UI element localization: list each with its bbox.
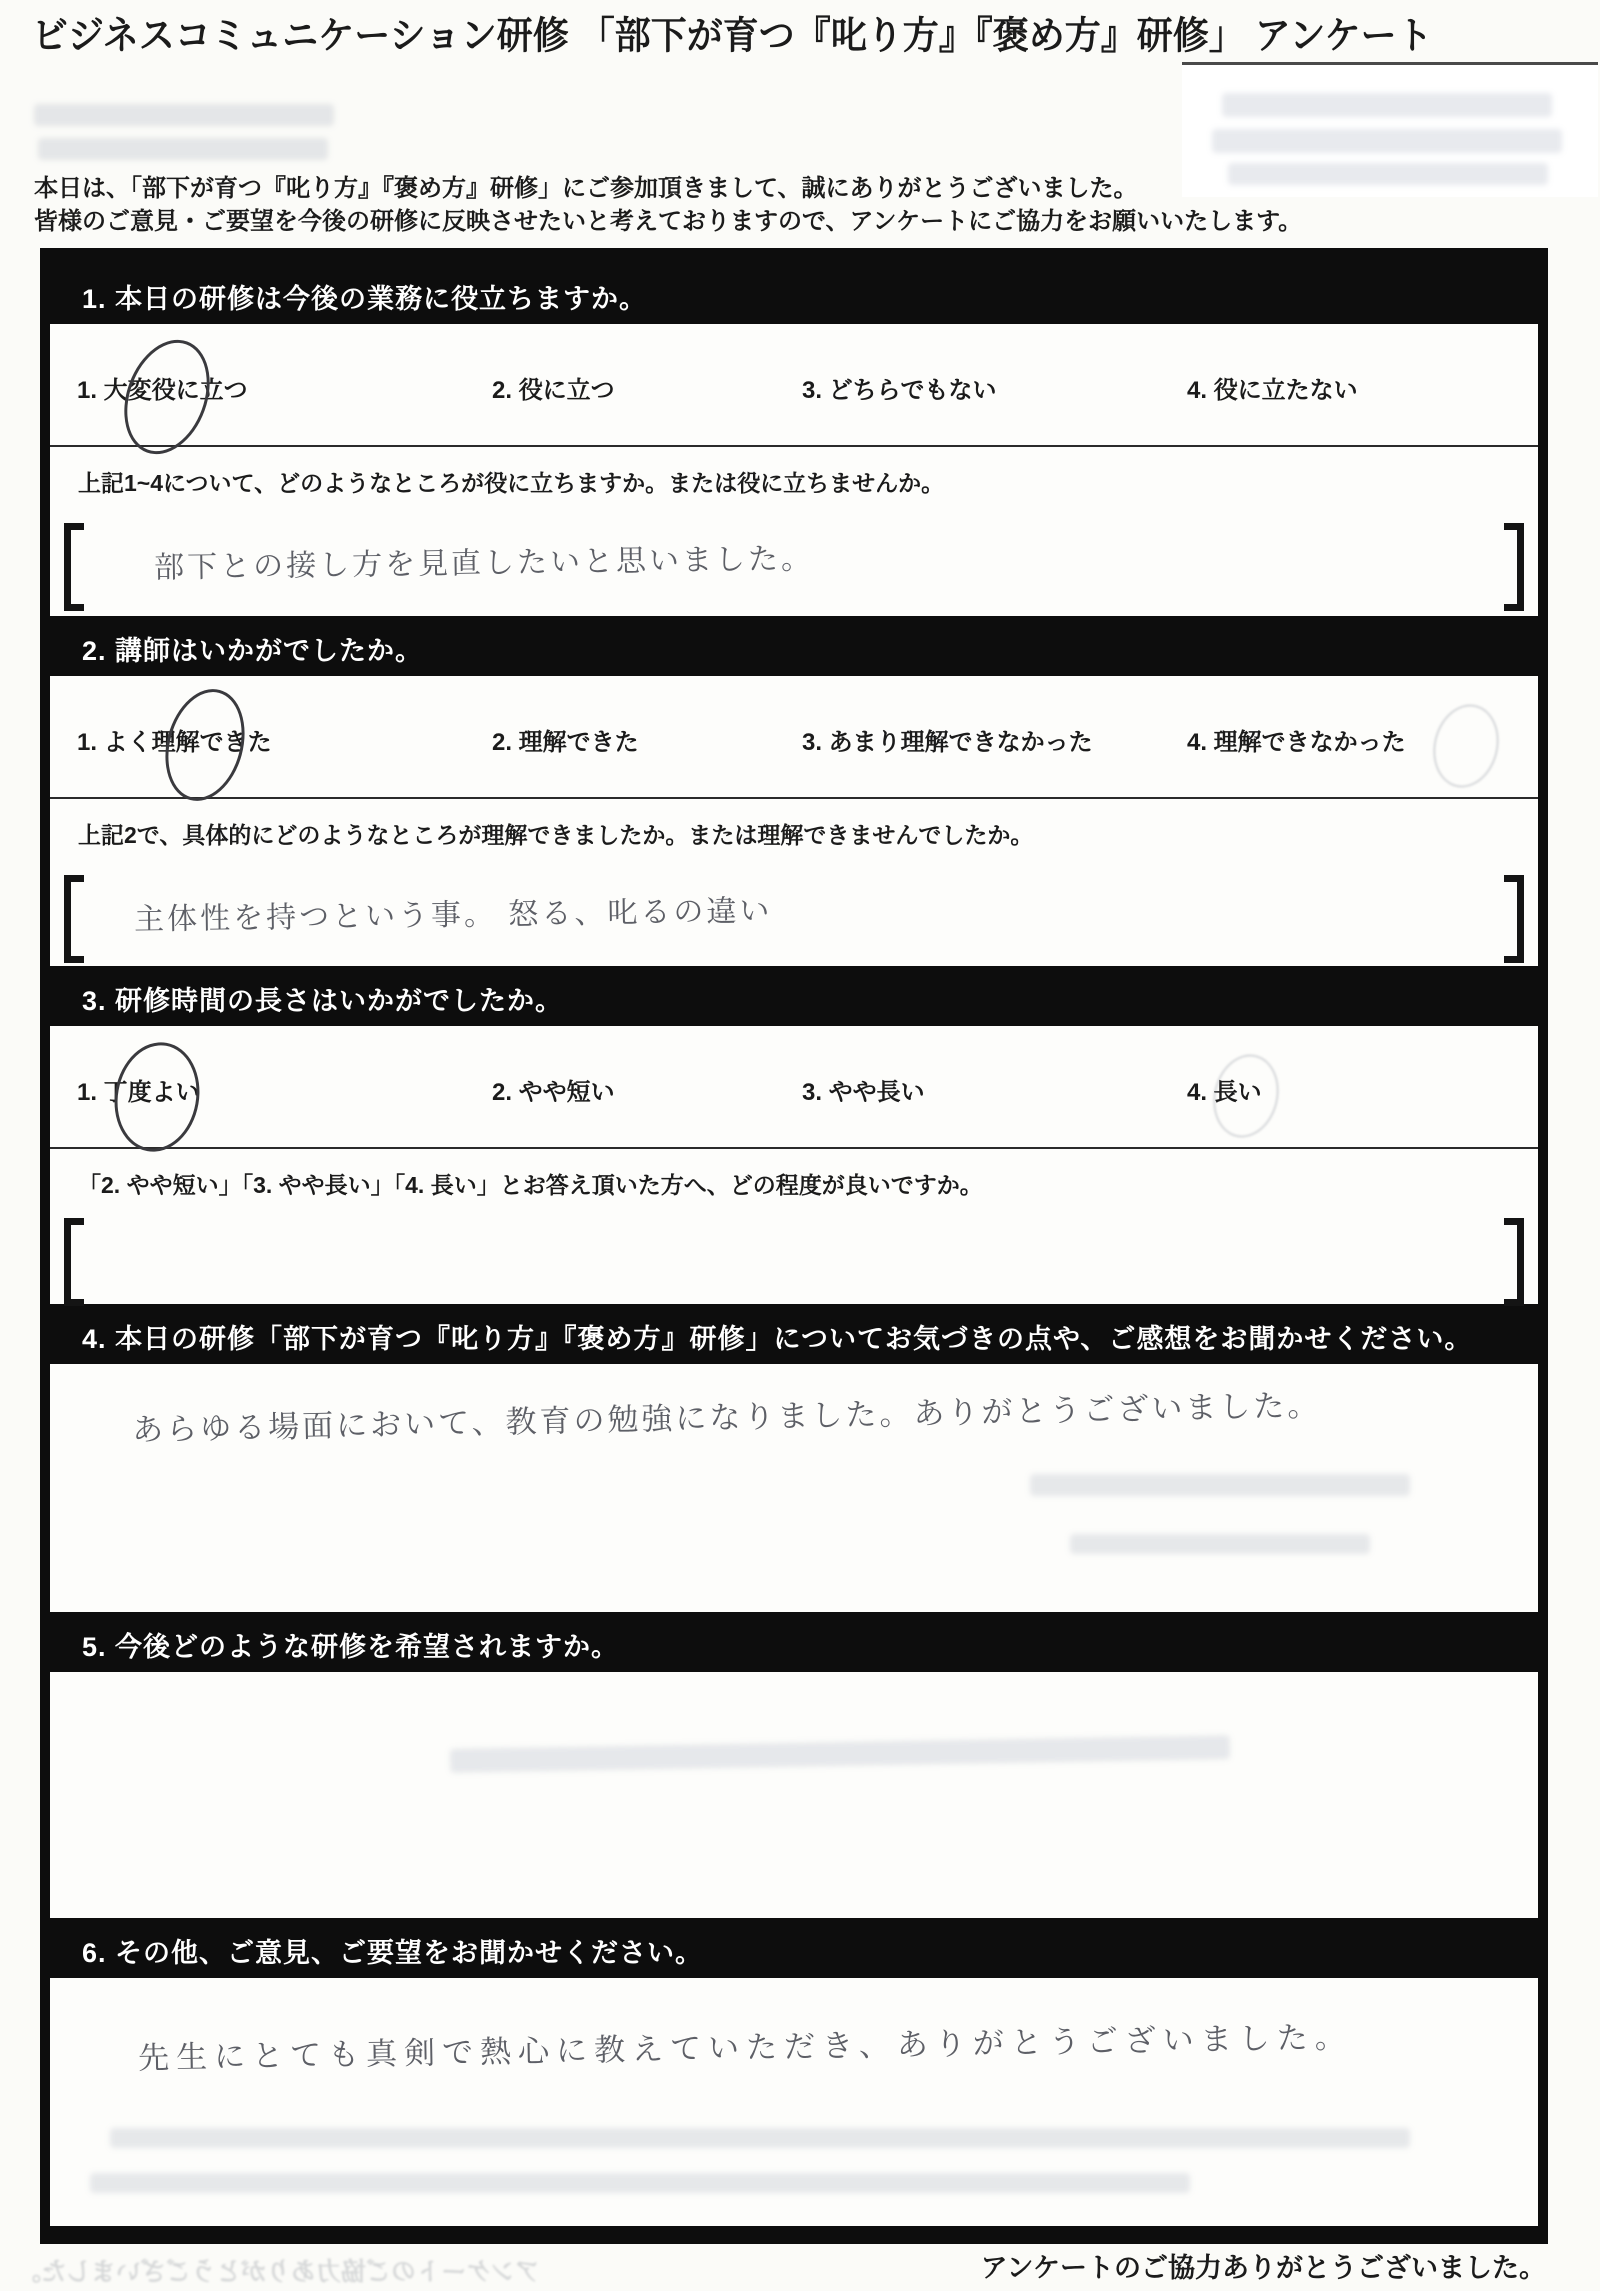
option-4-not-understood (1187, 722, 1538, 757)
option-label: 1. 大変役に立つ (77, 377, 248, 404)
section-3-answer-area (50, 1208, 1538, 1316)
bleedthrough-smudge (38, 138, 328, 160)
option-3-neutral: 3. どちらでもない (802, 377, 997, 404)
bracket-right (1504, 875, 1524, 963)
handwritten-circle-mark (106, 1036, 208, 1159)
bleedthrough-smudge (34, 104, 334, 126)
option-2-useful: 2. 役に立つ (492, 377, 615, 404)
section-1-body (50, 324, 1538, 616)
section-6-header: 6. その他、ご意見、ご要望をお聞かせください。 (82, 1937, 704, 1968)
section-1-answer-area (50, 506, 1538, 628)
bleedthrough-smudge (1222, 93, 1552, 117)
section-2-options (50, 676, 1538, 757)
page-title: ビジネスコミュニケーション研修 「部下が育つ『叱り方』『褒め方』研修」 アンケート (32, 13, 1433, 57)
survey-form (40, 248, 1548, 2244)
option-label: 4. 長い (1187, 1079, 1262, 1106)
handwritten-answer-6: 先生にとても真剣で熱心に教えていただき、ありがとうございました。 (137, 2019, 1354, 2076)
option-3-not-much-understood: 3. あまり理解できなかった (802, 729, 1093, 756)
bleedthrough-smudge (1070, 1534, 1370, 1554)
bleedthrough-footer-mirror: アンケートのご協力ありがとうございました。 (16, 2258, 540, 2286)
option-label: 1. 丁度よい (77, 1079, 200, 1106)
footer-thanks: アンケートのご協力ありがとうございました。 (980, 2253, 1546, 2283)
section-2-body (50, 676, 1538, 966)
handwritten-answer-1: 部下との接し方を見直したいと思いました。 (153, 542, 815, 585)
bleedthrough-smudge (1212, 129, 1562, 153)
option-1-just-right (77, 1072, 492, 1107)
bleedthrough-smudge (110, 2128, 1410, 2148)
section-2-header: 2. 講師はいかがでしたか。 (82, 635, 424, 666)
handwritten-answer-2: 主体性を持つという事。 怒る、叱るの違い (133, 894, 773, 937)
bracket-left (64, 875, 84, 963)
option-2-bit-short: 2. やや短い (492, 1079, 615, 1106)
bleedthrough-smudge (1030, 1474, 1410, 1496)
bleedthrough-circle-ghost (1205, 1048, 1287, 1145)
bleedthrough-area (34, 104, 354, 166)
handwritten-answer-4: あらゆる場面において、教育の勉強になりました。ありがとうございました。 (131, 1387, 1322, 1448)
bleedthrough-smudge (450, 1735, 1230, 1773)
option-4-long (1187, 1072, 1538, 1107)
section-2-answer-area (50, 858, 1538, 980)
section-1-followup-question: 上記1~4について、どのようなところが役に立ちますか。または役に立ちませんか。 (78, 470, 945, 496)
option-label: 4. 理解できなかった (1187, 729, 1406, 756)
bleedthrough-circle-ghost (1425, 698, 1507, 795)
bracket-left (64, 523, 84, 611)
section-2-followup-question: 上記2で、具体的にどのようなところが理解できましたか。または理解できませんでしたか。 (78, 822, 1034, 848)
section-4-body (50, 1364, 1538, 1612)
section-6-body (50, 1978, 1538, 2226)
bracket-right (1504, 1218, 1524, 1306)
section-3-followup-question: 「2. やや短い」「3. やや長い」「4. 長い」とお答え頂いた方へ、どの程度が良いですか。 (78, 1172, 983, 1198)
intro-text (34, 172, 1554, 238)
bracket-left (64, 1218, 84, 1306)
bleedthrough-smudge (90, 2173, 1190, 2193)
section-3-options (50, 1026, 1538, 1107)
section-1-options (50, 324, 1538, 405)
section-4-header: 4. 本日の研修「部下が育つ『叱り方』『褒め方』研修」についてお気づきの点や、ご感想をお聞かせください。 (82, 1323, 1473, 1354)
option-1-very-useful (77, 370, 492, 405)
option-3-bit-long: 3. やや長い (802, 1079, 925, 1106)
intro-line-1: 本日は、「部下が育つ『叱り方』『褒め方』研修」にご参加頂きまして、誠にありがとうございました。 (34, 175, 1138, 202)
section-3-header: 3. 研修時間の長さはいかがでしたか。 (82, 985, 564, 1016)
option-2-understood: 2. 理解できた (492, 729, 639, 756)
section-5-header: 5. 今後どのような研修を希望されますか。 (82, 1631, 620, 1662)
option-1-understood-well (77, 722, 492, 757)
bracket-right (1504, 523, 1524, 611)
intro-line-2: 皆様のご意見・ご要望を今後の研修に反映させたいと考えておりますので、アンケートにご協力をお願いいたします。 (34, 208, 1303, 235)
option-label: 1. よく理解できた (77, 729, 272, 756)
option-4-not-useful: 4. 役に立たない (1187, 377, 1358, 404)
section-5-body (50, 1672, 1538, 1918)
section-1-header: 1. 本日の研修は今後の業務に役立ちますか。 (82, 283, 648, 314)
handwritten-circle-mark (154, 680, 257, 810)
section-3-body (50, 1026, 1538, 1304)
